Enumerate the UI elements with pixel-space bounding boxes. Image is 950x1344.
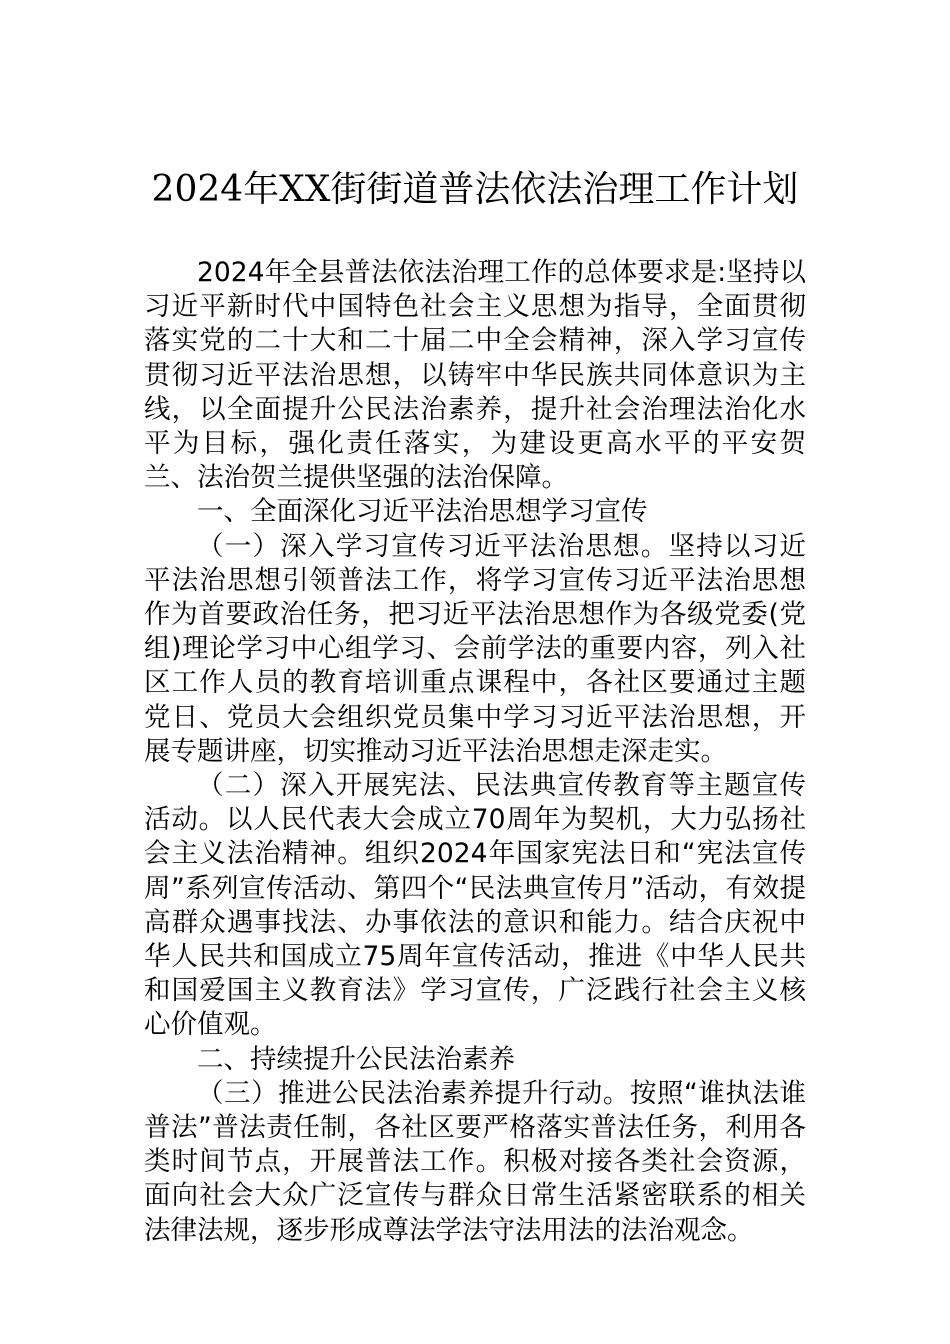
paragraph-item-2: （二）深入开展宪法、民法典宣传教育等主题宣传活动。以人民代表大会成立70周年为契机，大力弘扬社会主义法治精神。组织2024年国家宪法日和“宪法宣传周”系列宣传活动、第四个“民法典宣传月”活动，有效提高群众遇事找法、办事依法的意识和能力。结合庆祝中华人民共和国成立75周年宣传活动，推进《中华人民共和国爱国主义教育法》学习宣传，广泛践行社会主义核心价值观。	[144, 770, 806, 1041]
document-title: 2024年XX街街道普法依法治理工作计划	[151, 169, 799, 210]
document-body	[144, 256, 806, 1248]
section-heading-1: 一、全面深化习近平法治思想学习宣传	[197, 496, 648, 528]
paragraph-item-3: （三）推进公民法治素养提升行动。按照“谁执法谁普法”普法责任制，各社区要严格落实普法任务，利用各类时间节点，开展普法工作。积极对接各类社会资源，面向社会大众广泛宣传与群众日常生活紧密联系的相关法律法规，逐步形成尊法学法守法用法的法治观念。	[144, 1077, 806, 1246]
section-heading-2: 二、持续提升公民法治素养	[197, 1043, 515, 1075]
paragraph-item-1: （一）深入学习宣传习近平法治思想。坚持以习近平法治思想引领普法工作，将学习宣传习近平法治思想作为首要政治任务，把习近平法治思想作为各级党委(党组)理论学习中心组学习、会前学法的重要内容，列入社区工作人员的教育培训重点课程中，各社区要通过主题党日、党员大会组织党员集中学习习近平法治思想，开展专题讲座，切实推动习近平法治思想走深走实。	[144, 530, 806, 767]
intro-paragraph: 2024年全县普法依法治理工作的总体要求是:坚持以习近平新时代中国特色社会主义思想为指导，全面贯彻落实党的二十大和二十届二中全会精神，深入学习宣传贯彻习近平法治思想，以铸牢中华民族共同体意识为主线，以全面提升公民法治素养，提升社会治理法治化水平为目标，强化责任落实，为建设更高水平的平安贺兰、法治贺兰提供坚强的法治保障。	[144, 257, 806, 494]
